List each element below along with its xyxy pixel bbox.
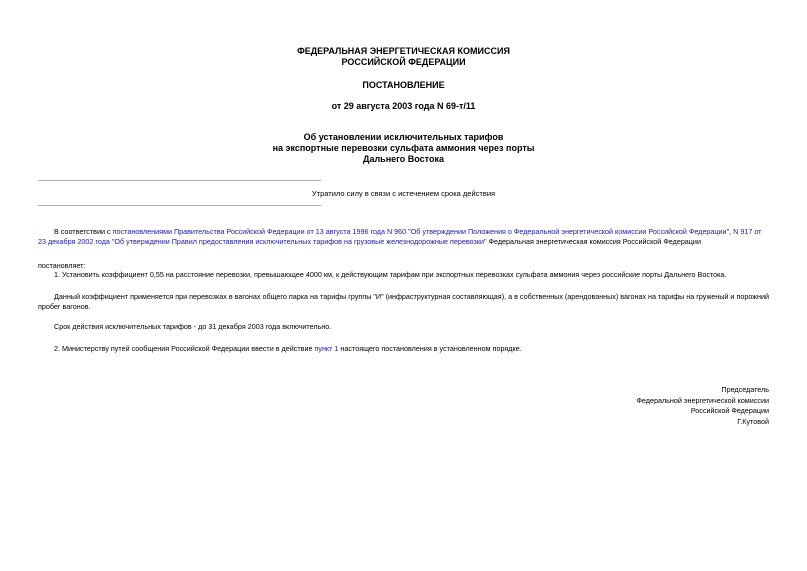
clause-2-suffix: настоящего постановления в установленном порядке.	[338, 344, 522, 353]
signature-block	[636, 385, 769, 427]
issuer-header	[0, 46, 807, 68]
signatory-title: Председатель	[721, 385, 769, 394]
decree-date: от 29 августа 2003 года N 69-т/11	[331, 101, 476, 111]
clause-1: 1. Установить коэффициент 0,55 на расстояние перевозки, превышающее 4000 км, к действующим тарифам при экспортных перевозках сульфата аммония через российские порты Дальнего Востока.	[54, 270, 727, 279]
signatory-country: Российской Федерации	[690, 406, 769, 415]
government-decree-link[interactable]: постановлениями Правительства Российской Федерации от 13 августа 1996 года N 960 "Об утверждении Положения о Федеральной энергетической комиссии Российской Федерации"	[112, 227, 730, 236]
status-divider-top	[38, 180, 321, 181]
clause-2-prefix: 2. Министерству путей сообщения Российской Федерации ввести в действие	[54, 344, 315, 353]
preamble-suffix: Федеральная энергетическая комиссия Российской Федерации	[486, 237, 701, 246]
validity-period: Срок действия исключительных тарифов - до 31 декабря 2003 года включительно.	[54, 322, 332, 331]
issuer-line-2: РОССИЙСКОЙ ФЕДЕРАЦИИ	[341, 57, 466, 67]
decree-subject	[0, 132, 807, 165]
subject-line-1: Об установлении исключительных тарифов	[303, 132, 504, 142]
preamble-prefix: В соответствии с	[54, 227, 113, 236]
exceptional-tariffs-rules-link[interactable]: N 917 от 23 декабря 2002 года "Об утверждении Правил предоставления исключительных тарифов на грузовые железнодорожные перевозки"	[38, 227, 762, 246]
clause-2	[38, 344, 770, 354]
signatory-name: Г.Кутовой	[737, 416, 769, 426]
subject-line-3: Дальнего Востока	[363, 154, 444, 164]
clause-1-link[interactable]: пункт 1	[314, 344, 339, 353]
subject-line-2: на экспортные перевозки сульфата аммония через порты	[272, 143, 535, 153]
status-note: Утратило силу в связи с истечением срока действия	[311, 189, 496, 198]
status-divider-bottom	[38, 205, 321, 206]
resolves-label: постановляет:	[38, 261, 86, 270]
preamble-paragraph	[38, 227, 770, 247]
clause-1-note: Данный коэффициент применяется при перевозках в вагонах общего парка на тарифы группы "И" (инфраструктурная составляющая), а в собственных (арендованных) вагонах на тарифы на груженый и порожний пробег вагонов.	[38, 292, 770, 311]
preamble-between: ,	[729, 227, 734, 236]
decree-title: ПОСТАНОВЛЕНИЕ	[362, 80, 445, 90]
signatory-organization: Федеральной энергетической комиссии	[636, 395, 769, 405]
issuer-line-1: ФЕДЕРАЛЬНАЯ ЭНЕРГЕТИЧЕСКАЯ КОМИССИЯ	[297, 46, 510, 56]
